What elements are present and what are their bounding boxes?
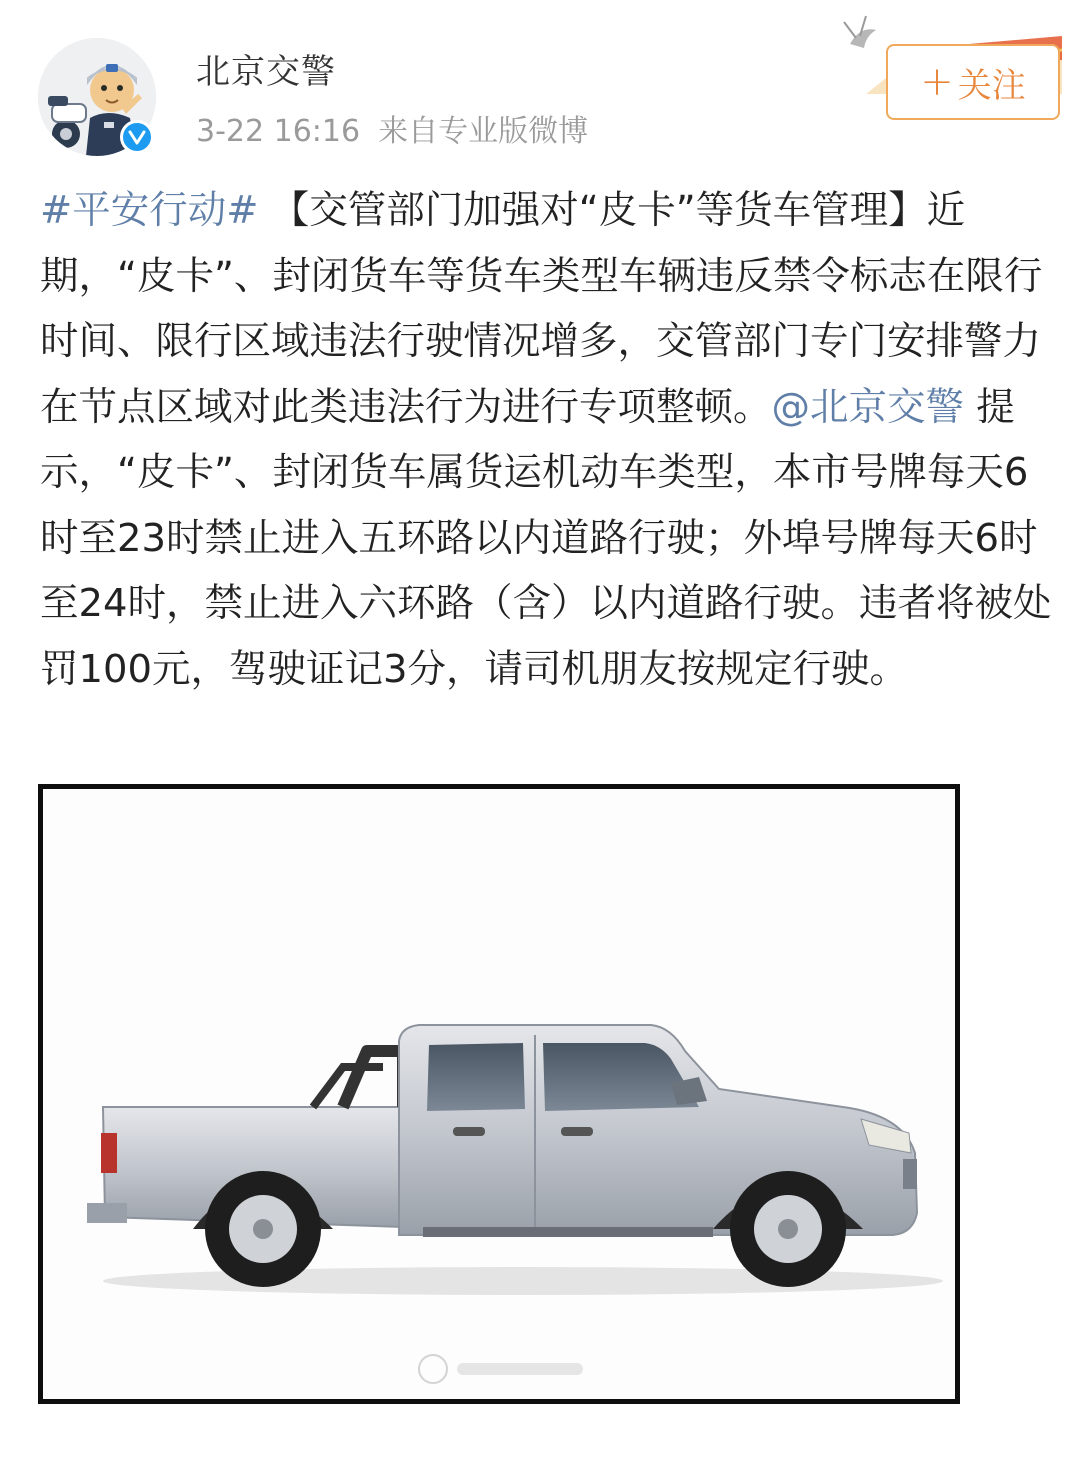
hashtag-link[interactable]: #平安行动#: [40, 188, 259, 233]
post-text-part-1: 【交管部门加强对“皮卡”等货车管理】近期，“皮卡”、封闭货车等货车类型车辆违反禁令标志在限行时间、限行区域违法行驶情况增多，交管部门专门安排警力在节点区域对此类违法行为进行专项整顿。: [40, 188, 1043, 430]
avatar[interactable]: [38, 38, 156, 156]
post-image[interactable]: [38, 784, 960, 1404]
follow-button[interactable]: [886, 44, 1060, 120]
account-name[interactable]: 北京交警: [196, 52, 336, 92]
verified-v-icon: [120, 120, 154, 154]
post-header: [0, 0, 1080, 170]
post-body: [40, 178, 1060, 702]
weibo-watermark-icon: [413, 1349, 593, 1389]
post-source: 来自专业版微博: [378, 114, 589, 149]
rear-wheel: [205, 1171, 321, 1287]
post-time[interactable]: 3-22 16:16: [196, 114, 361, 149]
follow-label: 关注: [957, 65, 1026, 106]
post-meta: [196, 106, 588, 150]
front-wheel: [730, 1171, 846, 1287]
post-text-part-2: 提示，“皮卡”、封闭货车属货运机动车类型，本市号牌每天6时至23时禁止进入五环路以内道路行驶；外埠号牌每天6时至24时，禁止进入六环路（含）以内道路行驶。违者将被处罚100元，驾驶证记3分，请司机朋友按规定行驶。: [40, 384, 1052, 692]
silver-pickup-truck-icon: [43, 789, 955, 1399]
plus-icon: +: [920, 59, 954, 105]
mention-link[interactable]: @北京交警: [771, 384, 965, 430]
